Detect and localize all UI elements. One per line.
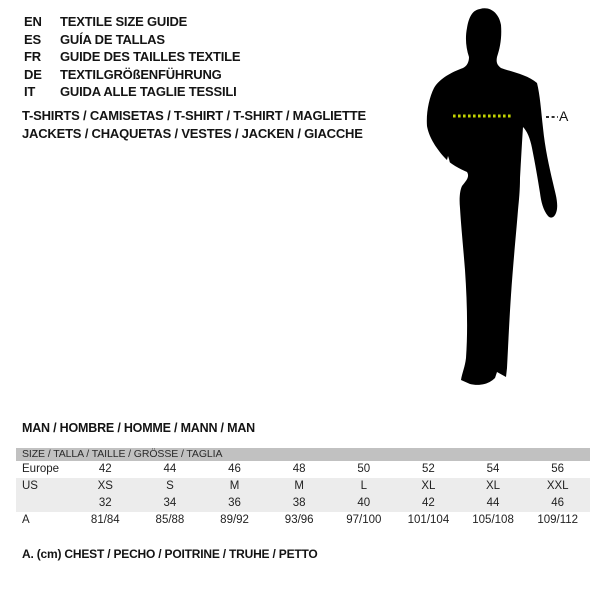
language-code: FR [24,49,41,65]
man-silhouette-figure [400,0,600,400]
size-value: 42 [98,463,112,475]
language-text: TEXTILE SIZE GUIDE [60,14,188,29]
size-value: 34 [163,497,177,509]
language-code: IT [24,84,36,100]
language-text: GUIDA ALLE TAGLIE TESSILI [60,84,237,100]
size-value: 46 [551,497,565,509]
size-table-header: SIZE / TALLA / TAILLE / GRÖSSE / TAGLIA [16,448,590,461]
row-label [16,495,73,512]
language-row-it [24,83,240,101]
language-code: ES [24,31,41,47]
size-value: 40 [357,497,371,509]
size-value: S [166,480,174,492]
size-value: 93/96 [284,514,314,526]
size-value: 109/112 [537,514,579,526]
man-body-shape [427,8,557,385]
size-value: 46 [228,463,241,475]
size-value: 54 [486,463,500,475]
size-value: XS [97,480,113,492]
size-value: M [229,480,240,492]
size-value: M [294,480,304,492]
size-value: 81/84 [90,514,120,526]
language-text: GUIDE DES TAILLES TEXTILE [60,49,241,65]
size-value: XL [486,480,501,492]
language-text: TEXTILGRÖßENFÜHRUNG [60,66,222,82]
size-value: 52 [422,463,435,475]
row-label: A [22,514,30,526]
size-value: XXL [546,480,569,492]
language-code: EN [24,14,42,29]
size-value: 85/88 [155,514,185,526]
row-label: US [22,480,38,492]
man-silhouette [400,0,600,400]
size-value: 56 [551,463,565,475]
size-value: 38 [292,497,306,509]
language-row-de [24,66,240,84]
footnote-chest: A. (cm) CHEST / PECHO / POITRINE / TRUHE / PETTO [22,547,318,561]
size-value: 42 [422,497,435,509]
language-row-en [24,13,240,31]
size-value: 50 [357,463,371,475]
language-row-es [24,31,240,49]
language-list [24,13,240,101]
size-value: 89/92 [220,514,249,526]
table-row-us [16,478,590,495]
size-value: 97/100 [346,514,382,526]
size-value: 44 [486,497,500,509]
size-value: 105/108 [472,514,514,526]
size-value: 48 [292,463,306,475]
measure-label-a: A [559,108,569,124]
language-code: DE [24,66,42,82]
section-title-man: MAN / HOMBRE / HOMME / MANN / MAN [22,421,255,435]
language-row-fr [24,48,240,66]
size-value: 36 [228,497,241,509]
size-value: XL [421,480,436,492]
category-line-jackets: JACKETS / CHAQUETAS / VESTES / JACKEN / GIACCHE [22,126,363,141]
size-value: L [360,480,368,492]
size-value: 101/104 [407,514,450,526]
size-value: 32 [98,497,112,509]
table-row-numeric [16,495,590,512]
size-table [16,448,590,529]
row-label: Europe [22,463,60,475]
category-line-tshirts: T-SHIRTS / CAMISETAS / T-SHIRT / T-SHIRT / MAGLIETTE [22,108,366,123]
table-row-chest-cm [16,512,590,529]
size-value: 44 [163,463,177,475]
table-row-europe [16,461,590,478]
language-text: GUÍA DE TALLAS [60,31,165,47]
